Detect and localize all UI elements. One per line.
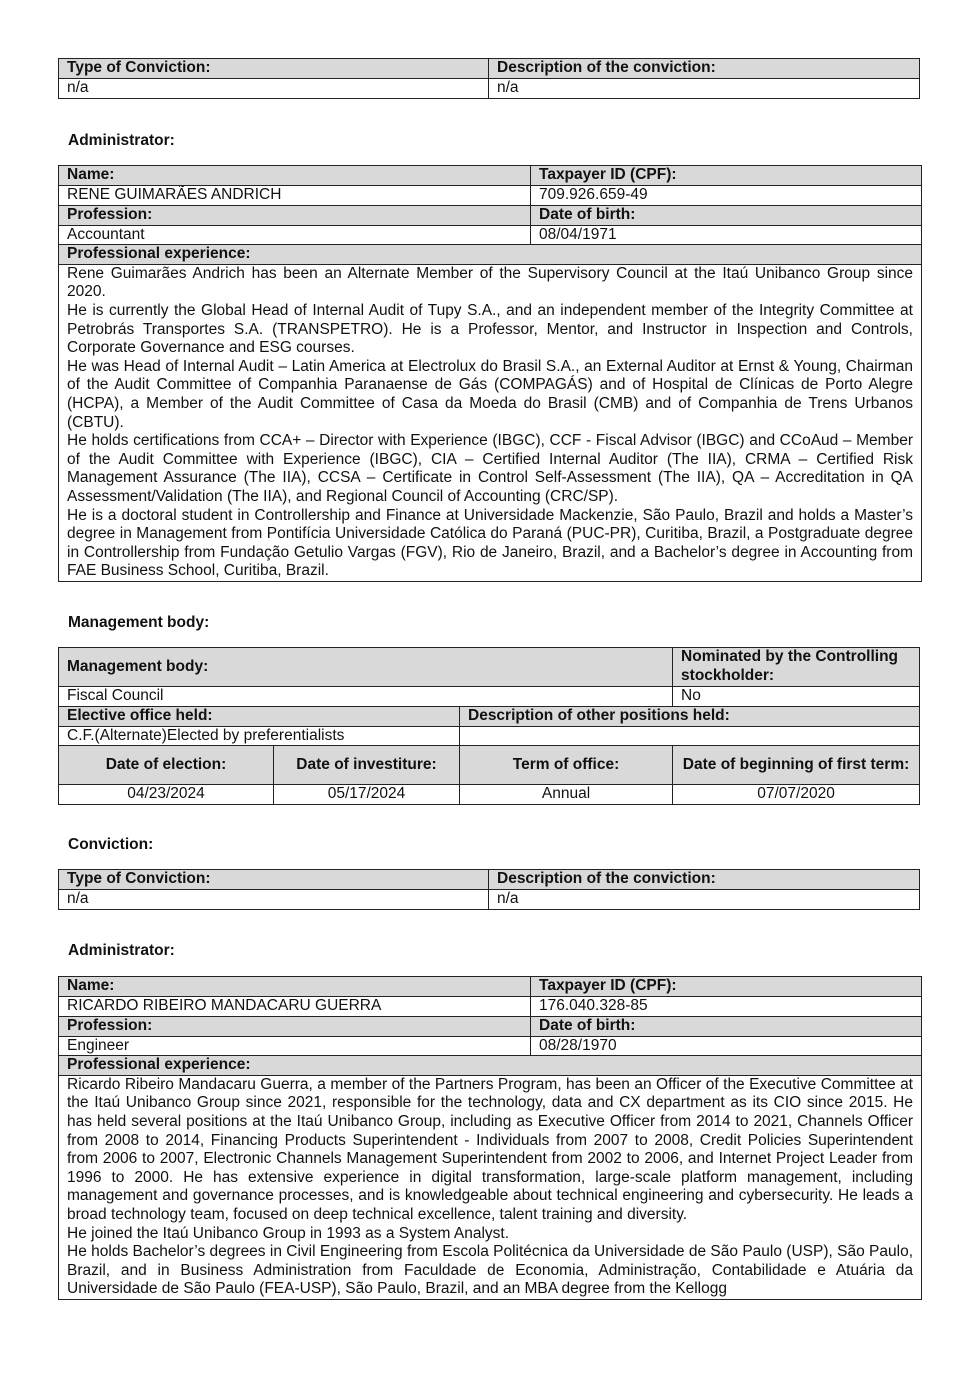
conviction-description-value: n/a bbox=[489, 79, 920, 99]
dob-label: Date of birth: bbox=[531, 1016, 922, 1036]
conviction-description-value: n/a bbox=[489, 890, 920, 910]
conviction-type-value: n/a bbox=[59, 890, 489, 910]
cpf-label: Taxpayer ID (CPF): bbox=[531, 166, 922, 186]
profession-value: Accountant bbox=[59, 225, 531, 245]
conviction-type-value: n/a bbox=[59, 79, 489, 99]
dob-value: 08/28/1970 bbox=[531, 1036, 922, 1056]
first-term-date-value: 07/07/2020 bbox=[673, 785, 920, 805]
experience-paragraph: He joined the Itaú Unibanco Group in 1993 as a System Analyst. bbox=[67, 1224, 510, 1242]
name-value: RENE GUIMARÃES ANDRICH bbox=[59, 186, 531, 206]
administrator-table bbox=[58, 165, 922, 582]
experience-paragraph: He holds Bachelor’s degrees in Civil Engineering from Escola Politécnica da Universidade de São Paulo (USP), São Paulo, Brazil, and in Business Administration from Faculdade de Economia, Administração, Contabilidade e Atuária da Universidade de São Paulo (FEA-USP), São Paulo, Brazil, and an MBA degree from the Kellogg bbox=[67, 1243, 913, 1298]
conviction-section-title: Conviction: bbox=[68, 836, 154, 853]
term-of-office-label: Term of office: bbox=[460, 746, 673, 785]
experience-paragraph: Rene Guimarães Andrich has been an Alternate Member of the Supervisory Council at the Itaú Unibanco Group since 2020. bbox=[67, 264, 913, 301]
other-positions-label: Description of other positions held: bbox=[460, 706, 920, 726]
administrator-section-title-2: Administrator: bbox=[68, 942, 175, 959]
term-of-office-value: Annual bbox=[460, 785, 673, 805]
experience-paragraph: He is currently the Global Head of Internal Audit of Tupy S.A., and an independent member of the Integrity Committee at Petrobrás Transportes S.A. (TRANSPETRO). He is a Professor, Mentor, and Instructor in Inspection and Controls, Corporate Governance and ESG courses. bbox=[67, 301, 913, 357]
election-date-value: 04/23/2024 bbox=[59, 785, 274, 805]
management-body-label: Management body: bbox=[59, 648, 673, 687]
investiture-date-value: 05/17/2024 bbox=[274, 785, 460, 805]
experience-text bbox=[59, 264, 922, 581]
experience-label: Professional experience: bbox=[59, 245, 922, 265]
experience-paragraph: He is a doctoral student in Controllership and Finance at Universidade Mackenzie, São Paulo, Brazil and holds a Master’s degree in Management from Pontifícia Universidade Católica do Paraná (PUC-PR), Curitiba, Brazil, a Postgraduate degree in Controllership from Fundação Getulio Vargas (FGV), Rio de Janeiro, Brazil, and a Bachelor’s degree in Accounting from FAE Business School, Curitiba, Brazil. bbox=[67, 506, 913, 580]
investiture-date-label: Date of investiture: bbox=[274, 746, 460, 785]
profession-value: Engineer bbox=[59, 1036, 531, 1056]
election-date-label: Date of election: bbox=[59, 746, 274, 785]
name-label: Name: bbox=[59, 166, 531, 186]
nominated-value: No bbox=[673, 687, 920, 707]
experience-label: Professional experience: bbox=[59, 1056, 922, 1076]
management-section-title: Management body: bbox=[68, 614, 210, 631]
experience-paragraph: He was Head of Internal Audit – Latin America at Electrolux do Brasil S.A., an External Auditor at Ernst & Young, Chairman of the Audit Committee of Companhia Paranaense de Gás (COMPAGÁS) and of Hospital de Clínicas de Porto Alegre (HCPA), a Member of the Audit Committee of Casa da Moeda do Brasil (CMB) and of Companhia de Trens Urbanos (CBTU). bbox=[67, 357, 913, 431]
experience-paragraph: He holds certifications from CCA+ – Director with Experience (IBGC), CCF - Fiscal Advisor (IBGC) and CCoAud – Member of the Audit Committee with Experience (IBGC), CIA – Certified Internal Auditor (The IIA), CRMA – Certified Risk Management Assurance (The IIA), CCSA – Certificate in Control Self-Assessment (The IIA), QA – Accreditation in QA Assessment/Validation (The IIA), and Regional Council of Accounting (CRC/SP). bbox=[67, 432, 913, 505]
conviction-description-label: Description of the conviction: bbox=[489, 59, 920, 79]
cpf-value: 709.926.659-49 bbox=[531, 186, 922, 206]
administrator-table-2 bbox=[58, 976, 922, 1300]
elective-office-value: C.F.(Alternate)Elected by preferentialists bbox=[59, 726, 460, 746]
conviction-type-label: Type of Conviction: bbox=[59, 870, 489, 890]
conviction-table-top bbox=[58, 58, 920, 99]
management-body-value: Fiscal Council bbox=[59, 687, 673, 707]
conviction-description-label: Description of the conviction: bbox=[489, 870, 920, 890]
name-value: RICARDO RIBEIRO MANDACARU GUERRA bbox=[59, 997, 531, 1017]
name-label: Name: bbox=[59, 977, 531, 997]
administrator-section-title: Administrator: bbox=[68, 132, 175, 149]
dob-value: 08/04/1971 bbox=[531, 225, 922, 245]
nominated-label: Nominated by the Controlling stockholder: bbox=[673, 648, 920, 687]
cpf-label: Taxpayer ID (CPF): bbox=[531, 977, 922, 997]
first-term-date-label: Date of beginning of first term: bbox=[673, 746, 920, 785]
profession-label: Profession: bbox=[59, 205, 531, 225]
profession-label: Profession: bbox=[59, 1016, 531, 1036]
cpf-value: 176.040.328-85 bbox=[531, 997, 922, 1017]
experience-paragraph: Ricardo Ribeiro Mandacaru Guerra, a member of the Partners Program, has been an Officer of the Executive Committee at the Itaú Unibanco Group since 2021, responsible for the technology, data and CX department as its CIO since 2015. He has held several positions at the Itaú Unibanco Group, including as Executive Officer from 2014 to 2021, Channels Officer from 2008 to 2014, Financing Products Superintendent - Individuals from 2007 to 2008, Credit Policies Superintendent from 2006 to 2007, Electronic Channels Management Superintendent from 2002 to 2006, and Internet Project Leader from 1996 to 2000. He has extensive experience in digital transformation, large-scale platform management, including management and governance processes, and is knowledgeable about technical engineering and cybersecurity. He leads a broad technology team, focused on deep technical excellence, talent training and diversity. bbox=[67, 1075, 913, 1223]
conviction-type-label: Type of Conviction: bbox=[59, 59, 489, 79]
elective-office-label: Elective office held: bbox=[59, 706, 460, 726]
experience-text bbox=[59, 1075, 922, 1299]
dob-label: Date of birth: bbox=[531, 205, 922, 225]
management-table bbox=[58, 647, 920, 805]
other-positions-value bbox=[460, 726, 920, 746]
conviction-table bbox=[58, 869, 920, 910]
